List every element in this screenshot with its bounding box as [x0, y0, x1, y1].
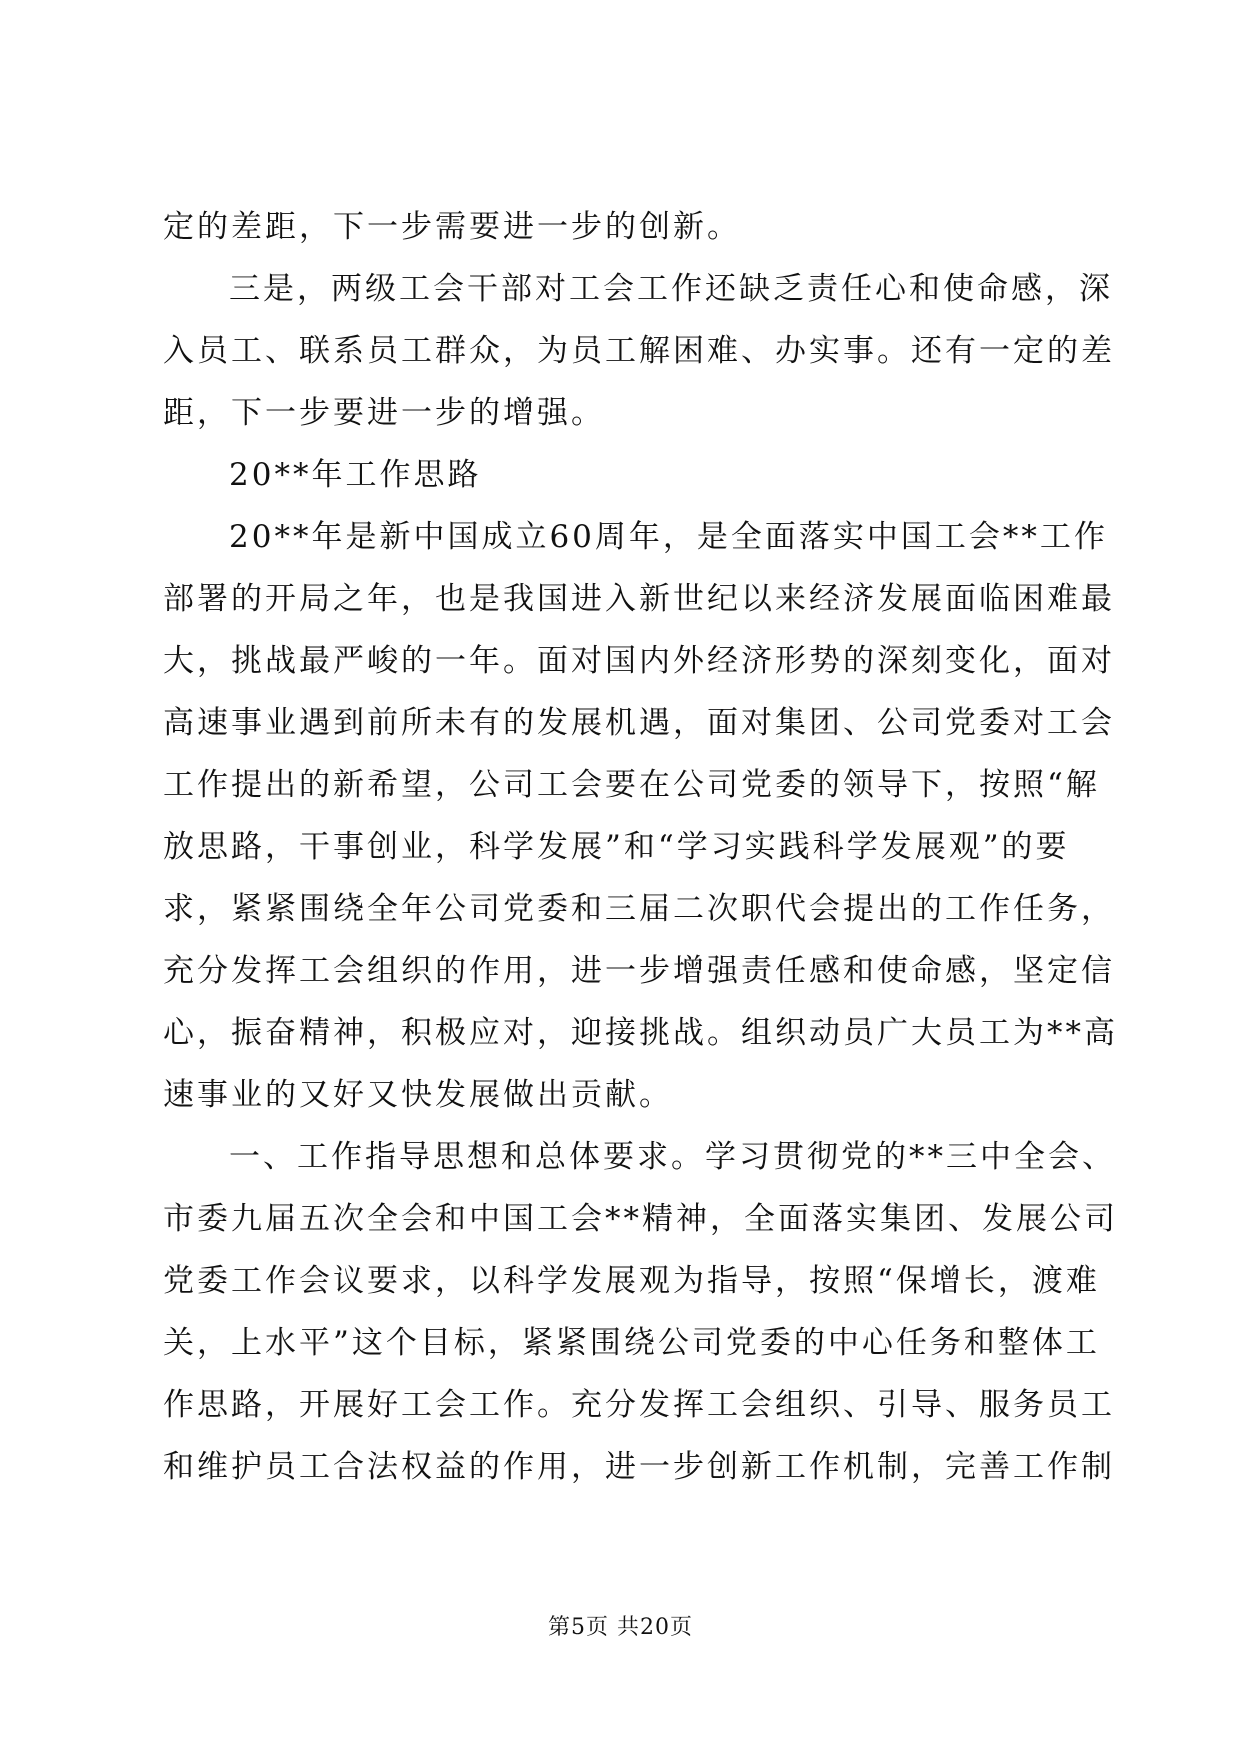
text-line: 作思路，开展好工会工作。充分发挥工会组织、引导、服务员工: [163, 1387, 1115, 1423]
text-line: 心，振奋精神，积极应对，迎接挑战。组织动员广大员工为**高: [163, 1015, 1118, 1051]
text-line: 部署的开局之年，也是我国进入新世纪以来经济发展面临困难最: [163, 581, 1115, 617]
text-line: 党委工作会议要求，以科学发展观为指导，按照“保增长，渡难: [163, 1263, 1100, 1299]
text-line: 大，挑战最严峻的一年。面对国内外经济形势的深刻变化，面对: [163, 643, 1115, 679]
text-line: 一、工作指导思想和总体要求。学习贯彻党的**三中全会、: [229, 1139, 1116, 1175]
text-line: 关，上水平”这个目标，紧紧围绕公司党委的中心任务和整体工: [163, 1325, 1100, 1361]
page-number-footer: 第5页 共20页: [548, 1615, 693, 1640]
text-line: 和维护员工合法权益的作用，进一步创新工作机制，完善工作制: [163, 1449, 1115, 1485]
text-line: 求，紧紧围绕全年公司党委和三届二次职代会提出的工作任务，: [163, 891, 1115, 927]
text-line: 充分发挥工会组织的作用，进一步增强责任感和使命感，坚定信: [163, 953, 1115, 989]
text-line: 20**年是新中国成立60周年，是全面落实中国工会**工作: [229, 519, 1108, 555]
document-body: [163, 196, 1118, 1498]
text-line: 放思路，干事创业，科学发展”和“学习实践科学发展观”的要: [163, 829, 1070, 865]
text-line: 工作提出的新希望，公司工会要在公司党委的领导下，按照“解: [163, 767, 1100, 803]
text-line: 入员工、联系员工群众，为员工解困难、办实事。还有一定的差: [163, 333, 1115, 369]
text-line: 定的差距，下一步需要进一步的创新。: [163, 209, 741, 245]
text-line: 高速事业遇到前所未有的发展机遇，面对集团、公司党委对工会: [163, 705, 1115, 741]
text-line: 市委九届五次全会和中国工会**精神，全面落实集团、发展公司: [163, 1201, 1118, 1237]
text-line: 距，下一步要进一步的增强。: [163, 395, 605, 431]
text-line: 三是，两级工会干部对工会工作还缺乏责任心和使命感，深: [229, 271, 1113, 307]
section-heading: 20**年工作思路: [229, 457, 482, 493]
text-line: 速事业的又好又快发展做出贡献。: [163, 1077, 673, 1113]
